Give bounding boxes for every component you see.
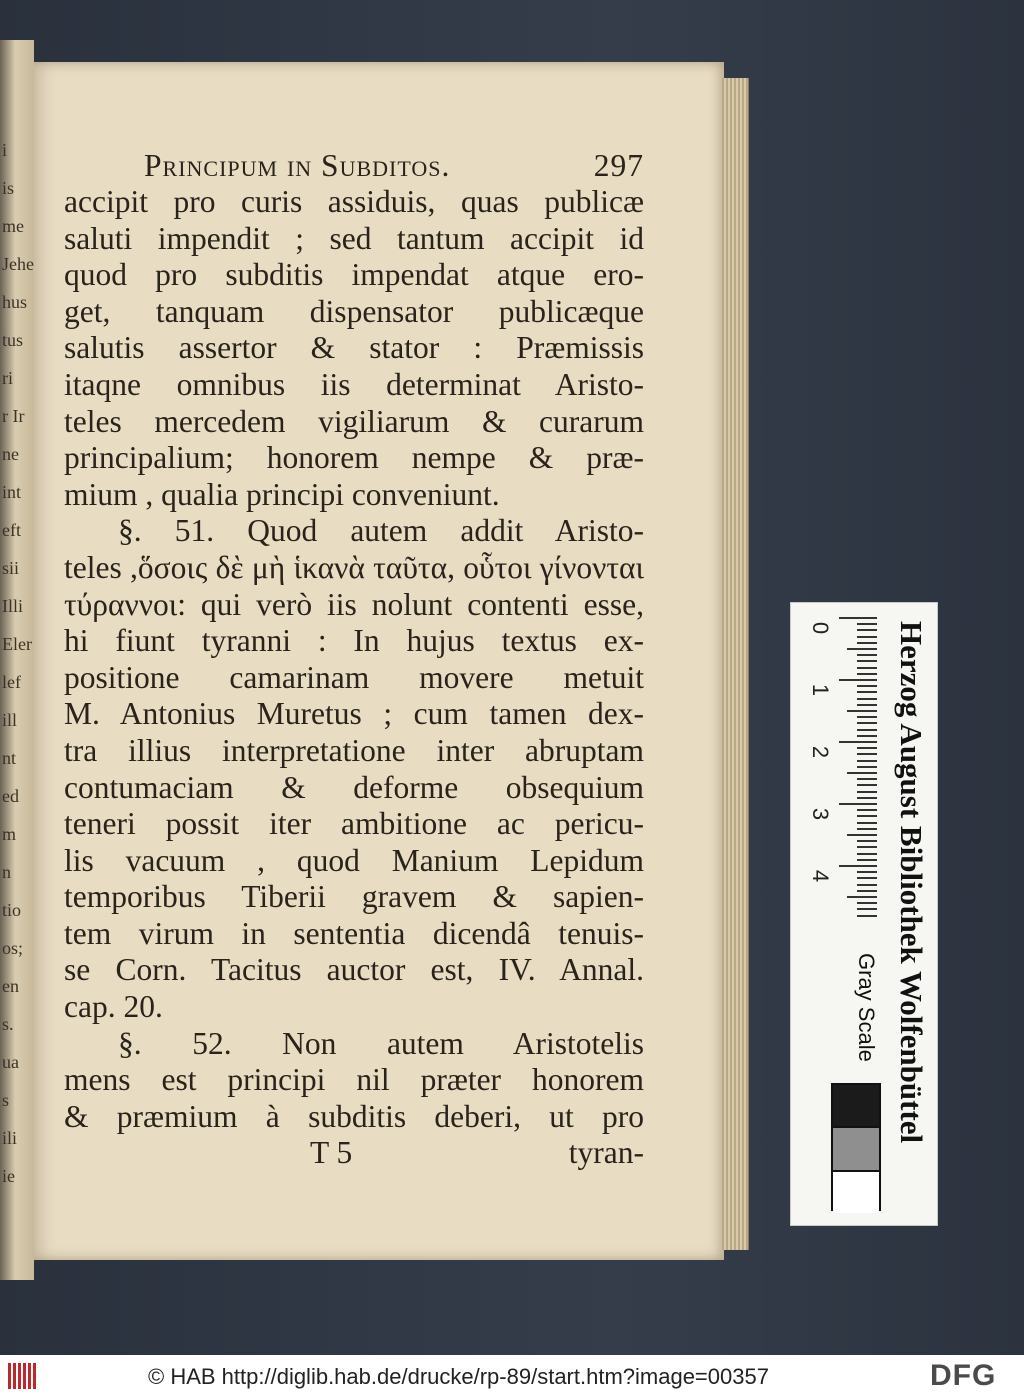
ruler-number: 1 (808, 683, 833, 697)
facing-page-fragment: tus (2, 330, 24, 350)
text-line: cap. 20. (64, 989, 163, 1025)
running-head: Principum in Subditos. (144, 148, 451, 183)
ruler-tick (857, 654, 877, 656)
gray-patch (833, 1126, 879, 1169)
ruler-number: 2 (808, 745, 833, 759)
facing-page-fragment: m (2, 824, 17, 844)
text-line: mens est principi nil præter honorem (64, 1062, 644, 1098)
ruler-tick (857, 778, 877, 780)
text-line: lis vacuum , quod Manium Lepidum (64, 842, 644, 878)
facing-page-fragment: ill (2, 710, 18, 730)
facing-page-fragment: n (2, 862, 11, 882)
facing-page-fragment: is (2, 178, 15, 198)
facing-page-fragment: ne (2, 444, 19, 464)
text-line: salutis assertor & stator : Præmissis (64, 330, 644, 366)
ruler-tick (847, 710, 877, 712)
signature-mark: T 5 (310, 1135, 353, 1171)
facing-page-fragment: tio (2, 900, 22, 920)
ruler-number: 3 (808, 807, 833, 821)
ruler-tick (857, 809, 877, 811)
facing-page-fragment: s. (2, 1014, 14, 1034)
ruler-tick (857, 877, 877, 879)
ruler-tick (857, 846, 877, 848)
gray-scale-label: Gray Scale (854, 953, 879, 1062)
ruler-tick (857, 642, 877, 644)
ruler-tick (857, 735, 877, 737)
text-line: M. Antonius Muretus ; cum tamen dex- (64, 696, 644, 732)
ruler-tick (847, 648, 877, 650)
facing-page-fragment: ua (2, 1052, 19, 1072)
ruler-tick (839, 803, 877, 805)
text-line: & præmium à subditis deberi, ut pro (64, 1098, 644, 1134)
ruler-tick (857, 760, 877, 762)
text-line: teles ,ὅσοις δὲ μὴ ἱκανὰ ταῦτα, οὗτοι γίνονται (64, 549, 644, 585)
ruler-tick (857, 859, 877, 861)
text-line: accipit pro curis assiduis, quas publicæ (64, 184, 644, 219)
ruler-tick (839, 679, 877, 681)
ruler-tick (857, 747, 877, 749)
ruler-tick (839, 865, 877, 867)
gray-patch (833, 1085, 879, 1126)
ruler-tick (857, 766, 877, 768)
ruler-tick (857, 915, 877, 917)
text-body (64, 184, 644, 1135)
credit-bar (0, 1355, 1024, 1397)
text-line: temporibus Tiberii gravem & sapien- (64, 879, 644, 915)
ruler-tick (857, 822, 877, 824)
facing-page-fragment: ie (2, 1166, 15, 1186)
facing-page-fragment: ed (2, 786, 19, 806)
ruler-tick (857, 884, 877, 886)
page-footer (64, 1135, 644, 1171)
ruler-tick (847, 772, 877, 774)
ruler-tick (857, 871, 877, 873)
ruler-tick (857, 908, 877, 910)
ruler-tick (857, 753, 877, 755)
text-line: mium , qualia principi conveniunt. (64, 476, 500, 512)
facing-page-fragment: ili (2, 1128, 18, 1148)
ruler-tick (857, 673, 877, 675)
text-line: §. 52. Non autem Aristotelis (118, 1025, 644, 1061)
facing-page-fragment: hus (2, 292, 28, 312)
page-edges (722, 78, 749, 1250)
facing-page-fragment: lef (2, 672, 21, 692)
ruler-tick (857, 840, 877, 842)
text-line: tra illius interpretatione inter abruptam (64, 732, 644, 768)
ruler-tick (857, 704, 877, 706)
text-line: itaqne omnibus iis determinat Aristo- (64, 366, 644, 402)
text-line: contumaciam & deforme obsequium (64, 769, 644, 805)
ruler-tick (857, 660, 877, 662)
catchword: tyran- (568, 1135, 644, 1171)
facing-page-fragment: Jehe (2, 254, 34, 274)
ruler-tick (857, 729, 877, 731)
facing-page-fragment: eft (2, 520, 21, 540)
ruler-ticks (837, 617, 877, 927)
facing-page-fragment: s (2, 1090, 10, 1110)
text-line: teles mercedem vigiliarum & curarum (64, 403, 644, 439)
page-number: 297 (593, 148, 644, 183)
facing-page-fragment: i (2, 140, 8, 160)
credit-link[interactable]: © HAB http://diglib.hab.de/drucke/rp-89/start.htm?image=00357 (148, 1364, 769, 1389)
ruler-number: 4 (808, 869, 833, 883)
ruler-tick (857, 698, 877, 700)
facing-page-fragment: Eler (2, 634, 32, 654)
ruler-tick (839, 617, 877, 619)
gray-patch (833, 1170, 879, 1213)
facing-page-fragment: me (2, 216, 24, 236)
ruler-tick (857, 797, 877, 799)
text-line: principalium; honorem nempe & præ- (64, 440, 644, 476)
gray-scale-patches (831, 1083, 881, 1211)
text-line: τύραννοι: qui verò iis nolunt contenti esse, (64, 586, 644, 622)
running-header (64, 148, 644, 184)
ruler-tick (857, 716, 877, 718)
text-line: get, tanquam dispensator publicæque (64, 293, 644, 329)
facing-page-fragment: int (2, 482, 22, 502)
ruler-tick (857, 815, 877, 817)
facing-page-fragment: en (2, 976, 19, 996)
facing-page-fragment: sii (2, 558, 20, 578)
text-line: saluti impendit ; sed tantum accipit id (64, 220, 644, 256)
ruler-tick (857, 890, 877, 892)
ruler-tick (857, 902, 877, 904)
facing-page-fragment: ri (2, 368, 13, 388)
ruler-tick (857, 629, 877, 631)
text-line: tem virum in sententia dicendâ tenuis- (64, 915, 644, 951)
text-line: se Corn. Tacitus auctor est, IV. Annal. (64, 952, 644, 988)
text-line: positione camarinam movere metuit (64, 659, 644, 695)
page-text (64, 148, 644, 1171)
ruler-number: 0 (808, 621, 833, 635)
text-line: §. 51. Quod autem addit Aristo- (118, 513, 644, 549)
ruler-tick (847, 834, 877, 836)
ruler-tick (857, 691, 877, 693)
ruler-tick (857, 853, 877, 855)
text-line: hi fiunt tyranni : In hujus textus ex- (64, 623, 644, 659)
hab-logo-icon (8, 1363, 42, 1389)
facing-page-fragment: Illi (2, 596, 23, 616)
institution-label: Herzog August Bibliothek Wolfenbüttel (894, 621, 929, 1144)
facing-page-fragment: os; (2, 938, 24, 958)
ruler-tick (847, 896, 877, 898)
ruler-tick (857, 636, 877, 638)
ruler-tick (857, 722, 877, 724)
text-line: quod pro subditis impendat atque ero- (64, 257, 644, 293)
ruler-tick (857, 667, 877, 669)
ruler-tick (857, 784, 877, 786)
scale-ruler (790, 602, 938, 1226)
ruler-tick (857, 685, 877, 687)
ruler-tick (839, 741, 877, 743)
ruler-tick (857, 791, 877, 793)
facing-page-fragment: nt (2, 748, 17, 768)
facing-page-fragment: r Ir (2, 406, 25, 426)
dfg-logo: DFG (930, 1359, 997, 1392)
ruler-tick (857, 828, 877, 830)
facing-page-edge (0, 40, 34, 1280)
text-line: teneri possit iter ambitione ac pericu- (64, 806, 644, 842)
ruler-tick (857, 623, 877, 625)
